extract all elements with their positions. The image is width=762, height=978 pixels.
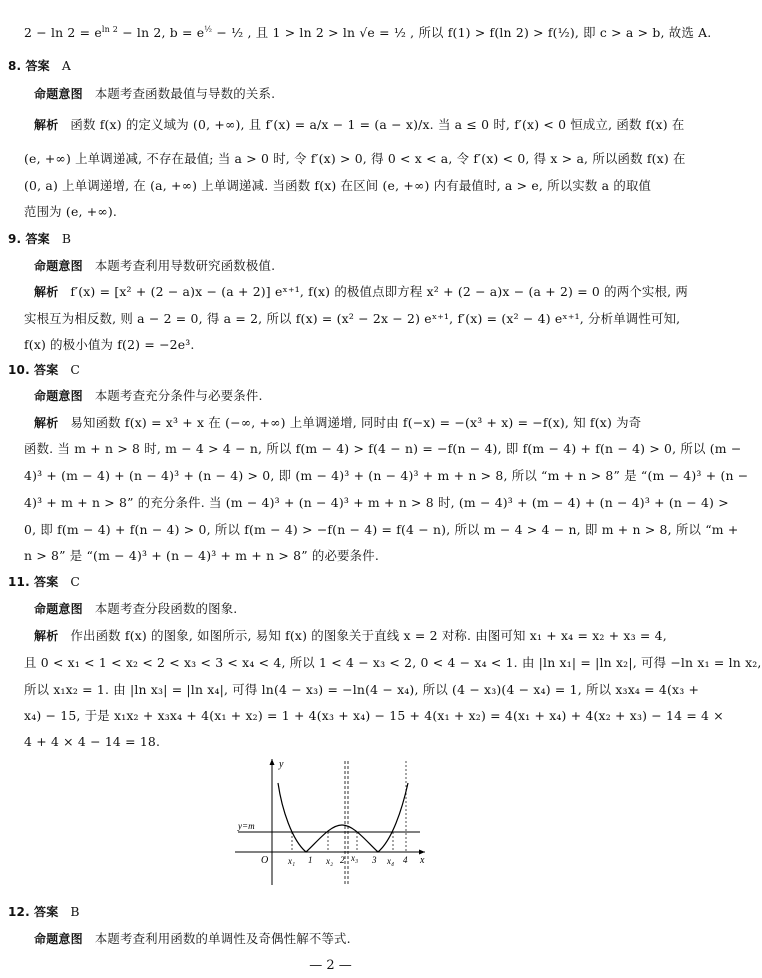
q9-answer-line [8,231,71,247]
q11-analysis-line-1 [34,628,667,644]
l1-part-a: 2 − ln 2 = e [24,25,102,41]
x-axis-label: x [420,855,425,866]
q9-analysis-line-3: f(x) 的极小值为 f(2) = −2e³. [24,337,195,352]
q12-answer: B [70,904,80,919]
q10-number: 10. [8,363,30,377]
tick-x1: x₁ [288,856,296,866]
q11-answer: C [70,574,81,589]
continuation-line [24,22,711,41]
tick-1: 1 [308,855,313,865]
q9-answer-label: 答案 [25,232,50,246]
q11-analysis-line-2: 且 0 < x₁ < 1 < x₂ < 2 < x₃ < 3 < x₄ < 4, 所以 1 < 4 − x₃ < 2, 0 < 4 − x₄ < 1. 由 |ln x₁| = |ln x₂|, 可得 −ln x₁ = ln x₂, [24,655,762,670]
x-axis-arrow [419,850,425,855]
q12-number: 12. [8,905,30,919]
q10-analysis-line-6: n > 8” 是 “(m − 4)³ + (n − 4)³ + m + n > 8” 的必要条件. [24,548,379,563]
q10-analysis-line-2: 函数. 当 m + n > 8 时, m − 4 > 4 − n, 所以 f(m − 4) > f(4 − n) = −f(n − 4), 即 f(m − 4) + f(n − 4) > 0, 所以 (m − [24,441,742,456]
q10-intent-line [34,388,263,404]
q8-answer: A [61,58,72,73]
origin-label: O [261,855,269,866]
q8-answer-line [8,58,71,74]
q10-analysis-line-4: 4)³ + m + n > 8” 的充分条件. 当 (m − 4)³ + (n − 4)³ + m + n > 8 时, (m − 4)³ + (m − 4) + (n − 4)³ + (n − 4) > [24,495,729,510]
tick-2: 2 [340,855,345,865]
q8-analysis-line-4: 范围为 (e, +∞). [24,204,118,219]
q11-intent-line [34,601,237,617]
q10-analysis-line-1 [34,415,641,431]
q11-answer-line [8,574,80,590]
q8-answer-label: 答案 [25,59,50,73]
q8-intent-label: 命题意图 [34,87,83,101]
tick-4: 4 [403,855,408,865]
q11-analysis-line-3: 所以 x₁x₂ = 1. 由 |ln x₃| = |ln x₄|, 可得 ln(4 − x₃) = −ln(4 − x₄), 所以 (4 − x₃)(4 − x₄) = 1, 所以 x₃x₄ = 4(x₃ + [24,682,700,697]
q10-answer-line [8,362,80,378]
q10-answer-label: 答案 [34,363,59,377]
function-graph-figure [230,755,430,890]
q10-analysis-1: 易知函数 f(x) = x³ + x 在 (−∞, +∞) 上单调递增, 同时由 f(−x) = −(x³ + x) = −f(x), 知 f(x) 为奇 [70,415,642,430]
q9-analysis-label: 解析 [34,285,59,299]
q10-analysis-line-3: 4)³ + (m − 4) + (n − 4)³ + (n − 4) > 0, 即 (m − 4)³ + (n − 4)³ + m + n > 8, 所以 “m + n > 8” 是 “(m − 4)³ + (n − [24,468,749,483]
l1-sup-b: ½ [204,25,213,34]
q12-answer-line [8,904,80,920]
q11-analysis-line-4: x₄) − 15, 于是 x₁x₂ + x₃x₄ + 4(x₁ + x₂) = 1 + 4(x₃ + x₄) − 15 + 4(x₁ + x₂) = 4(x₁ + x₄) + 4(x₂ + x₃) − 14 = 4 × [24,708,724,723]
q11-analysis-label: 解析 [34,629,59,643]
q9-answer: B [61,231,72,246]
l1-sup-a: ln 2 [101,25,119,34]
y-axis-arrow [270,759,275,765]
q10-answer: C [70,362,81,377]
q11-intent-label: 命题意图 [34,602,83,616]
q8-intent-line [34,86,275,102]
tick-3: 3 [372,855,377,865]
q11-analysis-1: 作出函数 f(x) 的图象, 如图所示, 易知 f(x) 的图象关于直线 x = 2 对称. 由图可知 x₁ + x₄ = x₂ + x₃ = 4, [70,628,667,643]
q11-analysis-line-5: 4 + 4 × 4 − 14 = 18. [24,734,161,749]
tick-x3: x₃ [351,853,359,863]
y-axis-label: y [279,759,284,770]
q8-number: 8. [8,59,22,73]
tick-x2: x₂ [326,856,334,866]
q12-answer-label: 答案 [34,905,59,919]
q8-analysis-1: 函数 f(x) 的定义域为 (0, +∞), 且 f′(x) = a/x − 1 = (a − x)/x. 当 a ≤ 0 时, f′(x) < 0 恒成立, 函数 f(x) 在 [70,117,685,132]
q10-intent: 本题考查充分条件与必要条件. [94,388,263,403]
q9-intent: 本题考查利用导数研究函数极值. [94,258,276,273]
q12-intent-label: 命题意图 [34,932,83,946]
q9-analysis-1: f′(x) = [x² + (2 − a)x − (a + 2)] eˣ⁺¹, f(x) 的极值点即方程 x² + (2 − a)x − (a + 2) = 0 的两个实根, 两 [70,284,688,299]
q8-analysis-line-2: (e, +∞) 上单调递减, 不存在最值; 当 a > 0 时, 令 f′(x) > 0, 得 0 < x < a, 令 f′(x) < 0, 得 x > a, 所以函数 f(x) 在 [24,151,686,166]
q8-analysis-label: 解析 [34,118,59,132]
q10-analysis-label: 解析 [34,416,59,430]
q8-analysis-line-3: (0, a) 上单调递增, 在 (a, +∞) 上单调递减. 当函数 f(x) 在区间 (e, +∞) 内有最值时, a > e, 所以实数 a 的取值 [24,178,652,193]
q11-intent: 本题考查分段函数的图象. [94,601,238,616]
q12-intent-line [34,931,351,947]
q9-analysis-line-1 [34,284,688,300]
q9-intent-label: 命题意图 [34,259,83,273]
q12-intent: 本题考查利用函数的单调性及奇偶性解不等式. [94,931,351,946]
tick-x4: x₄ [387,856,395,866]
q11-answer-label: 答案 [34,575,59,589]
q10-analysis-line-5: 0, 即 f(m − 4) + f(n − 4) > 0, 所以 f(m − 4) > −f(n − 4) = f(4 − n), 所以 m − 4 > 4 − n, 即 m + n > 8, 所以 “m + [24,522,739,537]
q10-intent-label: 命题意图 [34,389,83,403]
function-curve [278,783,408,852]
q8-analysis-line-1 [34,117,685,133]
q9-intent-line [34,258,275,274]
page-number: — 2 — [309,958,352,973]
q9-number: 9. [8,232,22,246]
q11-number: 11. [8,575,30,589]
line-y-equals-m-label: y=m [238,821,255,831]
q9-analysis-line-2: 实根互为相反数, 则 a − 2 = 0, 得 a = 2, 所以 f(x) = (x² − 2x − 2) eˣ⁺¹, f′(x) = (x² − 4) eˣ⁺¹, 分析单调性可知, [24,311,681,326]
q8-intent: 本题考查函数最值与导数的关系. [94,86,276,101]
l1-part-b: − ln 2, b = e [118,25,205,41]
l1-part-c: − ½ , 且 1 > ln 2 > ln √e = ½ , 所以 f(1) > f(ln 2) > f(½), 即 c > a > b, 故选 A. [212,25,712,41]
